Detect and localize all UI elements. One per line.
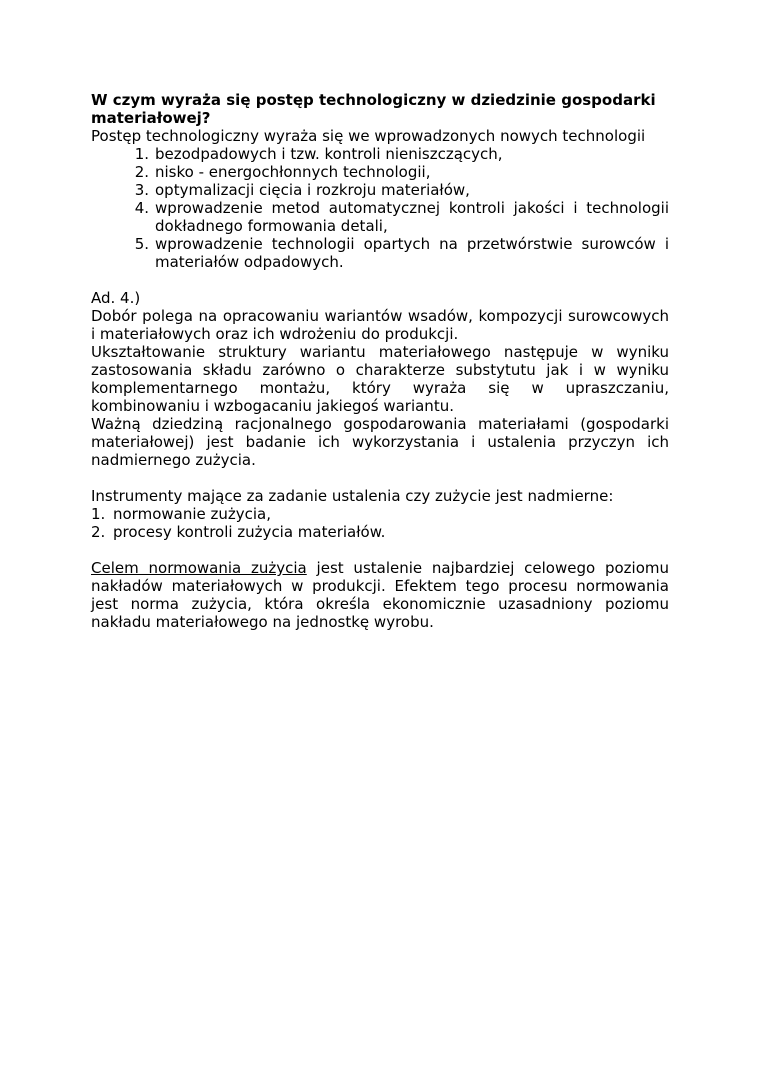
list-number: 1. xyxy=(134,145,149,163)
list-text: normowanie zużycia, xyxy=(113,505,272,523)
list-item xyxy=(91,145,669,163)
list-number: 2. xyxy=(134,163,149,181)
list-item xyxy=(91,523,669,541)
list-text: procesy kontroli zużycia materiałów. xyxy=(113,523,386,541)
list-item xyxy=(91,181,669,199)
spacer xyxy=(91,469,669,487)
ad-paragraph: Ukształtowanie struktury wariantu materiałowego następuje w wyniku zastosowania składu zarówno o charakterze substytutu jak i w wyniku komplementarnego montażu, który wyraża się w upraszczaniu, kombinowaniu i wzbogacaniu jakiegoś wariantu. xyxy=(91,343,669,415)
list-item xyxy=(91,163,669,181)
instruments-intro: Instrumenty mające za zadanie ustalenia czy zużycie jest nadmierne: xyxy=(91,487,614,505)
ad-paragraph: Dobór polega na opracowaniu wariantów wsadów, kompozycji surowcowych i materiałowych oraz ich wdrożeniu do produkcji. xyxy=(91,307,669,343)
list-number: 4. xyxy=(134,199,149,217)
spacer xyxy=(91,541,669,559)
ad-heading: Ad. 4.) xyxy=(91,289,141,307)
spacer xyxy=(91,271,669,289)
document-body xyxy=(91,91,669,631)
list-item xyxy=(91,505,669,523)
technology-list xyxy=(91,145,669,271)
underlined-phrase: Celem normowania zużycia xyxy=(91,559,307,577)
instruments-list xyxy=(91,505,669,541)
list-number: 2. xyxy=(91,523,106,541)
intro-text: Postęp technologiczny wyraża się we wprowadzonych nowych technologii xyxy=(91,127,646,145)
list-number: 1. xyxy=(91,505,106,523)
question-heading: W czym wyraża się postęp technologiczny w dziedzinie gospodarki materiałowej? xyxy=(91,91,656,127)
list-text: nisko - energochłonnych technologii, xyxy=(155,163,431,181)
list-item xyxy=(91,199,669,235)
list-number: 3. xyxy=(134,181,149,199)
list-number: 5. xyxy=(134,235,149,253)
final-paragraph xyxy=(91,559,669,631)
list-text: optymalizacji cięcia i rozkroju materiałów, xyxy=(155,181,470,199)
list-text: wprowadzenie metod automatycznej kontroli jakości i technologii dokładnego formowania detali, xyxy=(155,199,669,235)
ad-paragraph: Ważną dziedziną racjonalnego gospodarowania materiałami (gospodarki materiałowej) jest badanie ich wykorzystania i ustalenia przyczyn ich nadmiernego zużycia. xyxy=(91,415,669,469)
list-item xyxy=(91,235,669,271)
list-text: wprowadzenie technologii opartych na przetwórstwie surowców i materiałów odpadowych. xyxy=(155,235,669,271)
final-paragraph-text: jest ustalenie najbardziej celowego poziomu nakładów materiałowych w produkcji. Efektem tego procesu normowania jest norma zużycia, która określa ekonomicznie uzasadniony poziomu nakładu materiałowego na jednostkę wyrobu. xyxy=(91,559,670,631)
list-text: bezodpadowych i tzw. kontroli nieniszczących, xyxy=(155,145,503,163)
